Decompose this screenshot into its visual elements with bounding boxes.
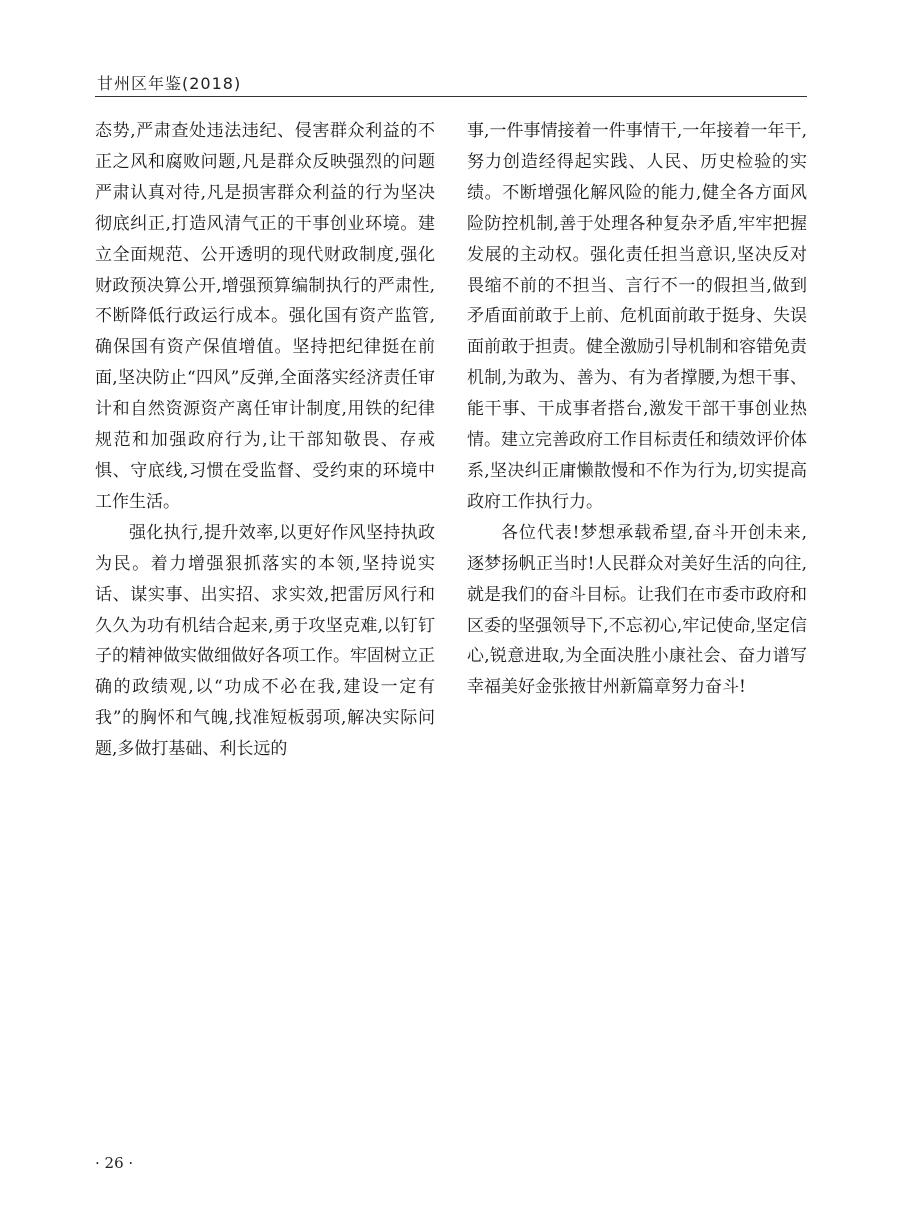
paragraph-continued-right: 事,一件事情接着一件事情干,一年接着一年干,努力创造经得起实践、人民、历史检验的实绩。不断增强化解风险的能力,健全各方面风险防控机制,善于处理各种复杂矛盾,牢牢把握发展的主动权。强化责任担当意识,坚决反对畏缩不前的不担当、言行不一的假担当,做到矛盾面前敢于上前、危机面前敢于挺身、失误面前敢于担责。健全激励引导机制和容错免责机制,为敢为、善为、有为者撑腰,为想干事、能干事、干成事者搭台,激发干部干事创业热情。建立完善政府工作目标责任和绩效评价体系,坚决纠正庸懒散慢和不作为行为,切实提高政府工作执行力。 [467, 121, 807, 512]
right-column [467, 116, 807, 703]
left-column [95, 116, 435, 765]
paragraph-continued: 态势,严肃查处违法违纪、侵害群众利益的不正之风和腐败问题,凡是群众反映强烈的问题严肃认真对待,凡是损害群众利益的行为坚决彻底纠正,打造风清气正的干事创业环境。建立全面规范、公开透明的现代财政制度,强化财政预决算公开,增强预算编制执行的严肃性,不断降低行政运行成本。强化国有资产监管,确保国有资产保值增值。坚持把纪律挺在前面,坚决防止“四风”反弹,全面落实经济责任审计和自然资源资产离任审计制度,用铁的纪律规范和加强政府行为,让干部知敬畏、存戒惧、守底线,习惯在受监督、受约束的环境中工作生活。 [95, 121, 435, 512]
paragraph-closing-address: 各位代表!梦想承载希望,奋斗开创未来,逐梦扬帆正当时!人民群众对美好生活的向往,就是我们的奋斗目标。让我们在市委市政府和区委的坚强领导下,不忘初心,牢记使命,坚定信心,锐意进取,为全面决胜小康社会、奋力谱写幸福美好金张掖甘州新篇章努力奋斗! [467, 522, 807, 698]
running-header [95, 66, 807, 97]
paragraph-execution-efficiency: 强化执行,提升效率,以更好作风坚持执政为民。着力增强狠抓落实的本领,坚持说实话、谋实事、出实招、求实效,把雷厉风行和久久为功有机结合起来,勇于攻坚克难,以钉钉子的精神做实做细做好各项工作。牢固树立正确的政绩观,以“功成不必在我,建设一定有我”的胸怀和气魄,找准短板弱项,解决实际问题,多做打基础、利长远的 [95, 522, 435, 760]
page-number: · 26 · [95, 1154, 134, 1172]
yearbook-title: 甘州区年鉴(2018) [97, 74, 242, 93]
